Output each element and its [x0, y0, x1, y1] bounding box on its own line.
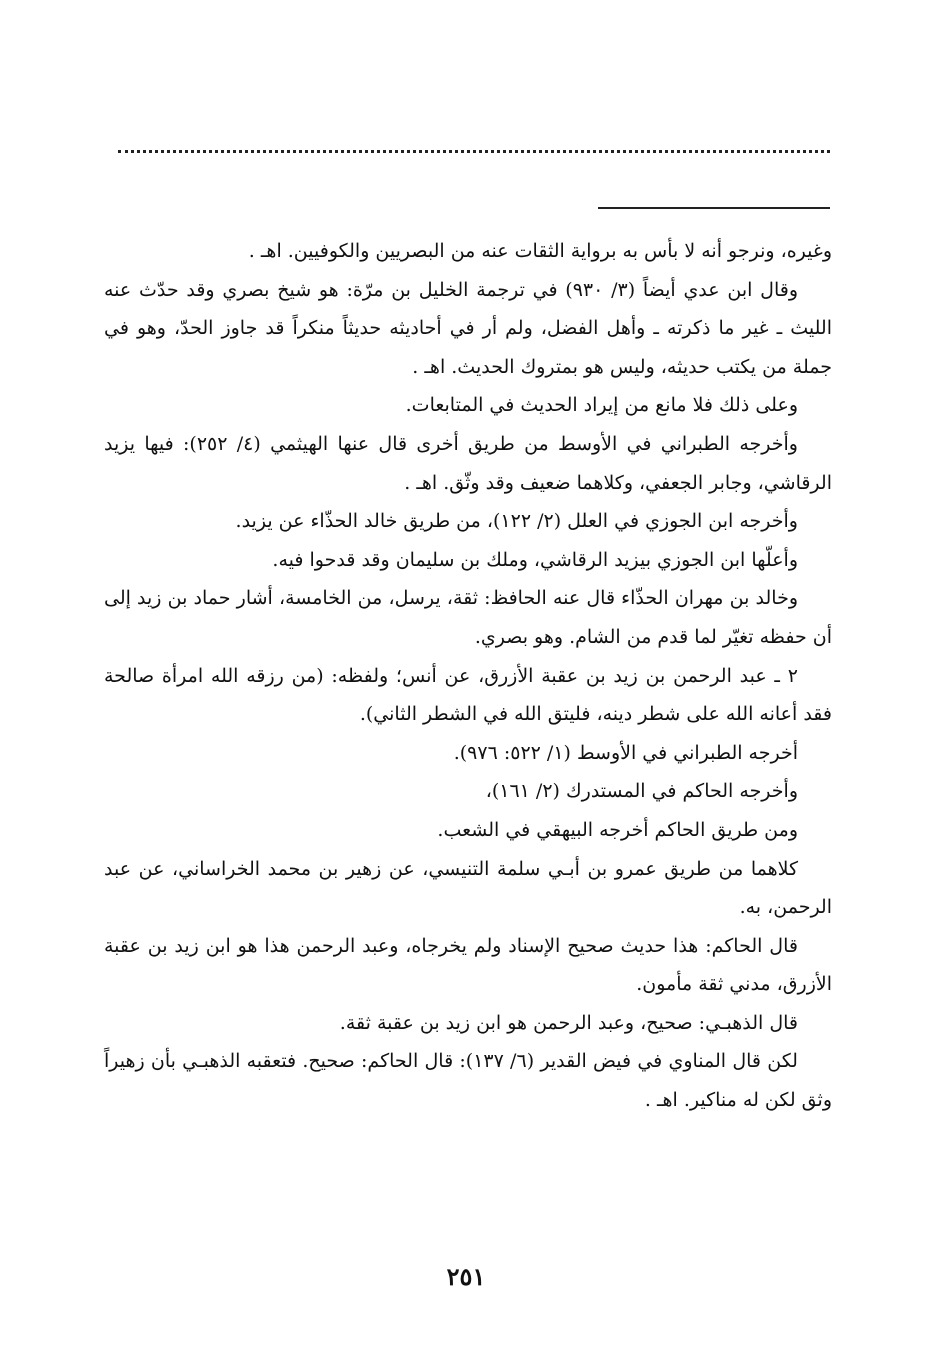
- paragraph: قال الذهبـي: صحيح، وعبد الرحمن هو ابن زيد بن عقبة ثقة.: [339, 1011, 798, 1034]
- paragraph: وأعلّها ابن الجوزي بيزيد الرقاشي، وملك بن سليمان وقد قدحوا فيه.: [272, 548, 798, 571]
- paragraph: ٢ ـ عبد الرحمن بن زيد بن عقبة الأزرق، عن أنس؛ ولفظه: (من رزقه الله امرأة صالحة فقد أعانه الله على شطر دينه، فليتق الله في الشطر الثاني).: [104, 664, 832, 726]
- paragraph: أخرجه الطبراني في الأوسط (١/ ٥٢٢: ٩٧٦).: [453, 741, 798, 764]
- paragraph: ومن طريق الحاكم أخرجه البيهقي في الشعب.: [437, 818, 798, 841]
- paragraph: وأخرجه الحاكم في المستدرك (٢/ ١٦١)،: [485, 780, 798, 803]
- footnote-text: [104, 232, 832, 1120]
- page-number: ٢٥١: [446, 1262, 486, 1291]
- paragraph: وقال ابن عدي أيضاً (٣/ ٩٣٠) في ترجمة الخليل بن مرّة: هو شيخ بصري وقد حدّث عنه الليث ـ غير ما ذكرته ـ وأهل الفضل، ولم أر في أحاديثه حديثاً منكراً قد جاوز الحدّ، وهو في جملة من يكتب حديثه، وليس هو بمتروك الحديث. اهـ .: [104, 278, 832, 378]
- footnote-rule: [598, 207, 830, 209]
- paragraph: لكن قال المناوي في فيض القدير (٦/ ١٣٧): قال الحاكم: صحيح. فتعقبه الذهبـي بأن زهيراً وثق لكن له مناكير. اهـ .: [104, 1050, 832, 1112]
- paragraph: وأخرجه ابن الجوزي في العلل (٢/ ١٢٢)، من طريق خالد الحذّاء عن يزيد.: [235, 510, 798, 533]
- paragraph: وغيره، ونرجو أنه لا بأس به برواية الثقات عنه من البصريين والكوفيين. اهـ .: [248, 240, 832, 262]
- paragraph: وعلى ذلك فلا مانع من إيراد الحديث في المتابعات.: [405, 394, 798, 417]
- dotted-separator: [118, 150, 830, 153]
- paragraph: قال الحاكم: هذا حديث صحيح الإسناد ولم يخرجاه، وعبد الرحمن هذا هو ابن زيد بن عقبة الأزرق، مدني ثقة مأمون.: [104, 934, 832, 996]
- paragraph: وأخرجه الطبراني في الأوسط من طريق أخرى قال عنها الهيثمي (٤/ ٢٥٢): فيها يزيد الرقاشي، وجابر الجعفي، وكلاهما ضعيف وقد وثّق. اهـ .: [104, 432, 832, 494]
- paragraph: وخالد بن مهران الحذّاء قال عنه الحافظ: ثقة، يرسل، من الخامسة، أشار حماد بن زيد إلى أن حفظه تغيّر لما قدم من الشام. وهو بصري.: [104, 587, 832, 648]
- paragraph: كلاهما من طريق عمرو بن أبـي سلمة التنيسي، عن زهير بن محمد الخراساني، عن عبد الرحمن، به.: [104, 857, 832, 919]
